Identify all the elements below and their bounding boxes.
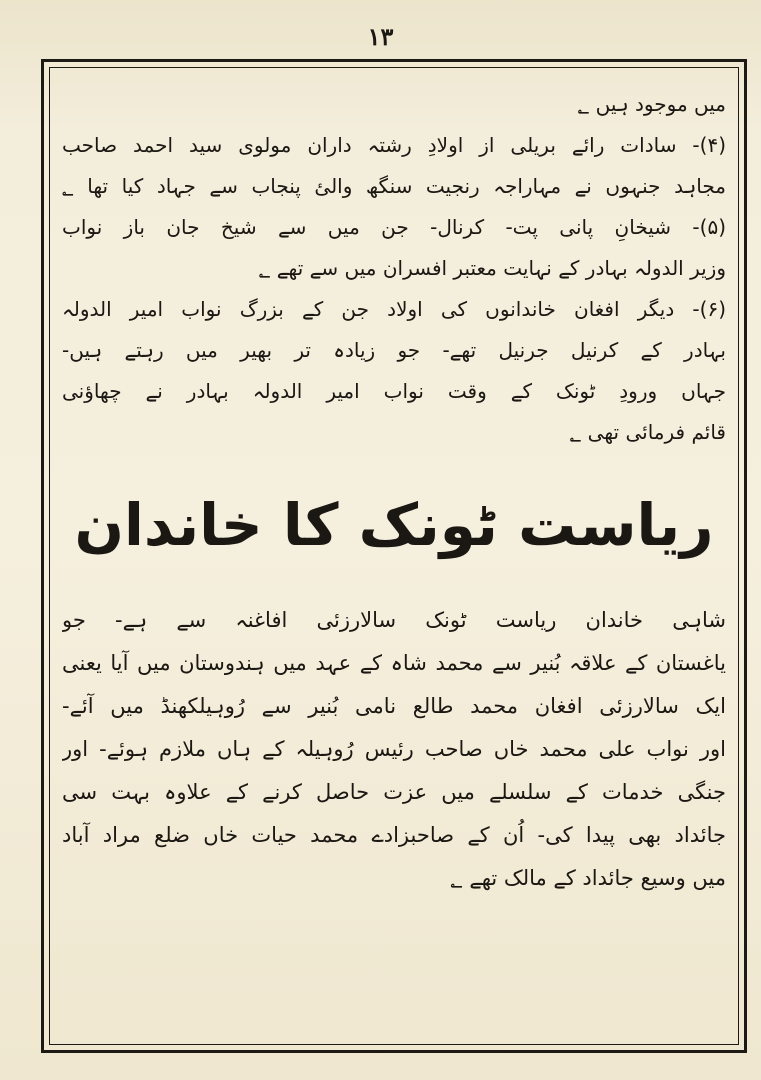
text-line: میں وسیع جائداد کے مالک تھے ؂ — [450, 866, 726, 890]
text-line: میں موجود ہیں ؂ — [577, 92, 726, 116]
section-heading: ریاست ٹونک کا خاندان — [74, 491, 714, 559]
text-line: وزیر الدولہ بہادر کے نہایت معتبر افسران میں سے تھے ؂ — [258, 256, 726, 280]
text-line: (۶)- دیگر افغان خاندانوں کی اولاد جن کے بزرگ نواب امیر الدولہ — [62, 297, 726, 321]
text-line: قائم فرمائی تھی ؂ — [569, 420, 726, 444]
text-line: اور نواب علی محمد خاں صاحب رئیس رُوہیلہ کے ہاں ملازم ہوئے- اور — [62, 737, 726, 761]
text-line: شاہی خاندان ریاست ٹونک سالارزئی افاغنہ سے ہے- جو — [62, 608, 726, 632]
text-line: یاغستان کے علاقہ بُنیر سے محمد شاہ کے عہد میں ہندوستان میں آیا یعنی — [62, 651, 726, 675]
page-content — [62, 84, 726, 900]
text-line: (۵)- شیخانِ پانی پت- کرنال- جن میں سے شیخ جان باز نواب — [62, 215, 726, 239]
text-line: جہاں ورودِ ٹونک کے وقت نواب امیر الدولہ بہادر نے چھاؤنی — [62, 379, 726, 403]
page-number: ۱۳ — [367, 22, 394, 51]
list-section — [62, 84, 726, 453]
text-line: مجاہد جنہوں نے مہاراجہ رنجیت سنگھ والئ پنجاب سے جہاد کیا تھا ؂ — [62, 174, 726, 198]
text-line: (۴)- سادات رائے بریلی از اولادِ رشتہ داران مولوی سید احمد صاحب — [62, 133, 726, 157]
text-line: جائداد بھی پیدا کی- اُن کے صاحبزادے محمد حیات خاں ضلع مراد آباد — [62, 823, 726, 847]
text-line: جنگی خدمات کے سلسلے میں عزت حاصل کرنے کے علاوہ بہت سی — [62, 780, 726, 804]
text-line: بہادر کے کرنیل جرنیل تھے- جو زیادہ تر بھیر میں رہتے ہیں- — [62, 338, 726, 362]
paragraph — [62, 599, 726, 900]
text-line: ایک سالارزئی افغان محمد طالع نامی بُنیر سے رُوہیلکھنڈ میں آئے- — [62, 694, 726, 718]
